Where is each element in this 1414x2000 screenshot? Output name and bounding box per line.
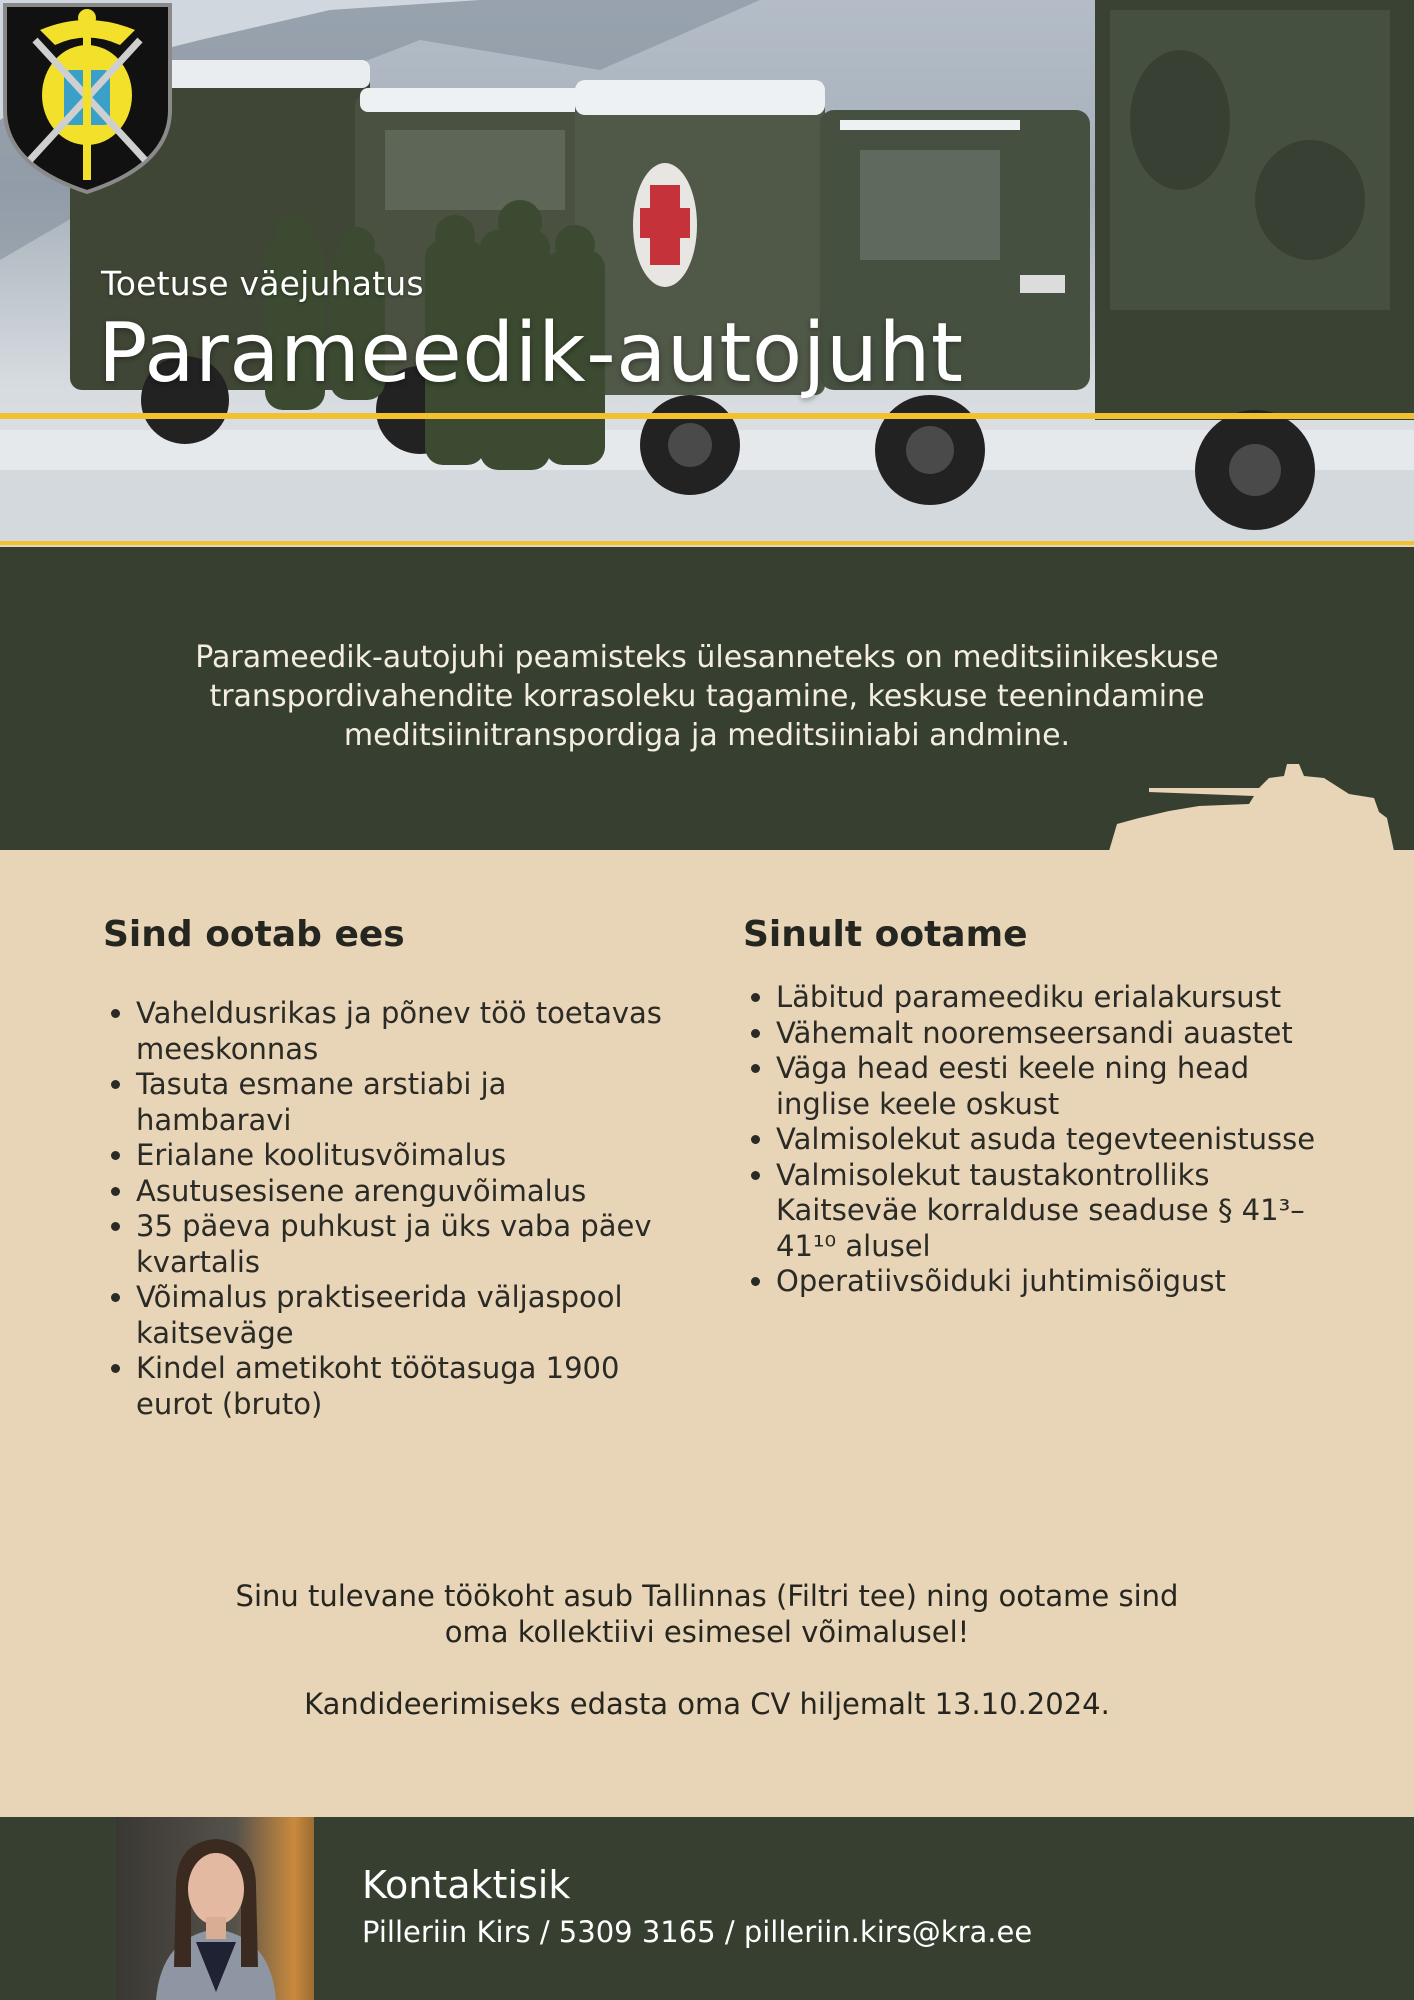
job-title: Parameedik-autojuht	[98, 306, 964, 401]
offer-item: • Tasuta esmane arstiabi ja hambaravi	[136, 1067, 663, 1138]
offer-item: • Kindel ametikoht töötasuga 1900 eurot (bruto)	[136, 1351, 663, 1422]
location-text: Sinu tulevane töökoht asub Tallinnas (Filtri tee) ning ootame sind oma kollektiivi esimesel võimalusel!	[235, 1579, 1179, 1649]
requirement-item: • Valmisolekut asuda tegevteenistusse	[776, 1122, 1343, 1158]
offer-item: • Erialane koolitusvõimalus	[136, 1138, 663, 1174]
tank-silhouette-icon	[1109, 756, 1394, 851]
offer-heading: Sind ootab ees	[103, 914, 405, 955]
requirement-item: • Väga head eesti keele ning head inglise keele oskust	[776, 1051, 1343, 1122]
intro-band	[0, 547, 1414, 850]
requirement-item: • Läbitud parameediku erialakursust	[776, 980, 1343, 1016]
support-command-emblem-icon	[0, 0, 175, 195]
deadline-text: Kandideerimiseks edasta oma CV hiljemalt 13.10.2024.	[304, 1687, 1110, 1721]
contact-heading: Kontaktisik	[362, 1863, 571, 1907]
intro-text: Parameedik-autojuhi peamisteks ülesanneteks on meditsiinikeskuse transpordivahendite korrasoleku tagamine, keskuse teenindamine meditsiinitranspordiga ja meditsiiniabi andmine.	[195, 640, 1219, 753]
offer-item: • Võimalus praktiseerida väljaspool kaitseväge	[136, 1280, 663, 1351]
offer-item: • 35 päeva puhkust ja üks vaba päev kvartalis	[136, 1209, 663, 1280]
offer-section	[103, 913, 663, 1422]
offer-item: • Asutusesisene arenguvõimalus	[136, 1174, 663, 1210]
contact-footer	[0, 1817, 1414, 2000]
gold-divider-bottom	[0, 541, 1414, 545]
org-name: Toetuse väejuhatus	[101, 264, 424, 303]
offer-item: • Vaheldusrikas ja põnev töö toetavas meeskonnas	[136, 996, 663, 1067]
contact-details: Pilleriin Kirs / 5309 3165 / pilleriin.kirs@kra.ee	[362, 1915, 1033, 1949]
closing-section	[200, 1578, 1214, 1722]
requirements-heading: Sinult ootame	[743, 914, 1028, 955]
offer-list	[103, 996, 663, 1422]
requirement-item: • Operatiivsõiduki juhtimisõigust	[776, 1264, 1343, 1300]
contact-person-photo	[116, 1817, 314, 2000]
requirements-section	[743, 913, 1343, 1300]
requirement-item: • Vähemalt nooremseersandi auastet	[776, 1016, 1343, 1052]
gold-divider-top	[0, 413, 1414, 419]
requirements-list	[743, 980, 1343, 1300]
hero-banner	[0, 0, 1414, 545]
requirement-item: • Valmisolekut taustakontrolliks Kaitseväe korralduse seaduse § 41³–41¹⁰ alusel	[776, 1158, 1343, 1265]
